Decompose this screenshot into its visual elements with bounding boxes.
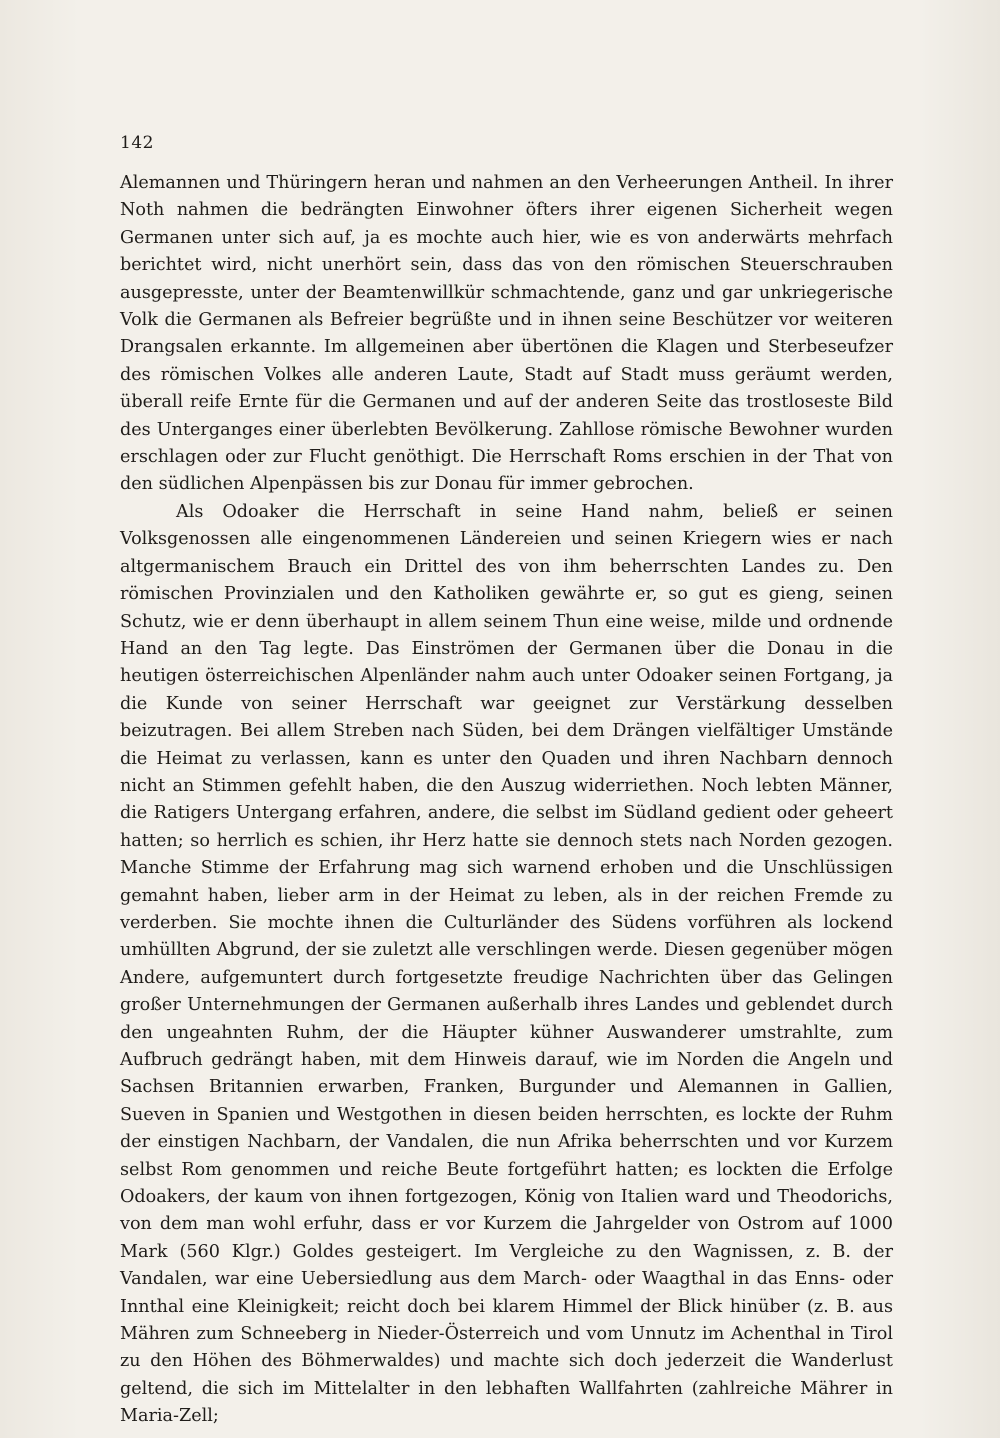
paragraph-2: Als Odoaker die Herrschaft in seine Hand nahm, beließ er seinen Volksgenossen alle eingenommenen Ländereien und seinen Kriegern wies er nach altgermanischem Brauch ein Drittel des von ihm beherrschten Landes zu. Den römischen Provinzialen und den Katholiken gewährte er, so gut es gieng, seinen Schutz, wie er denn überhaupt in allem seinem Thun eine weise, milde und ordnende Hand an den Tag legte. Das Einströmen der Germanen über die Donau in die heutigen österreichischen Alpenländer nahm auch unter Odoaker seinen Fortgang, ja die Kunde von seiner Herrschaft war geeignet zur Verstärkung desselben beizutragen. Bei allem Streben nach Süden, bei dem Drängen vielfältiger Umstände die Heimat zu verlassen, kann es unter den Quaden und ihren Nachbarn dennoch nicht an Stimmen gefehlt haben, die den Auszug widerriethen. Noch lebten Männer, die Ratigers Untergang erfahren, andere, die selbst im Südland gedient oder geheert hatten; so herrlich es schien, ihr Herz hatte sie dennoch stets nach Norden gezogen. Manche Stimme der Erfahrung mag sich warnend erhoben und die Unschlüssigen gemahnt haben, lieber arm in der Heimat zu leben, als in der reichen Fremde zu verderben. Sie mochte ihnen die Culturländer des Südens vorführen als lockend umhüllten Abgrund, der sie zuletzt alle verschlingen werde. Diesen gegenüber mögen Andere, aufgemuntert durch fortgesetzte freudige Nachrichten über das Gelingen großer Unternehmungen der Germanen außerhalb ihres Landes und geblendet durch den ungeahnten Ruhm, der die Häupter kühner Auswanderer umstrahlte, zum Aufbruch gedrängt haben, mit dem Hinweis darauf, wie im Norden die Angeln und Sachsen Britannien erwarben, Franken, Burgunder und Alemannen in Gallien, Sueven in Spanien und Westgothen in diesen beiden herrschten, es lockte der Ruhm der einstigen Nachbarn, der Vandalen, die nun Afrika beherrschten und vor Kurzem selbst Rom genommen und reiche Beute fortgeführt hatten; es lockten die Erfolge Odoakers, der kaum von ihnen fortgezogen, König von Italien ward und Theodorichs, von dem man wohl erfuhr, dass er vor Kurzem die Jahrgelder von Ostrom auf 1000 Mark (560 Klgr.) Goldes gesteigert. Im Vergleiche zu den Wagnissen, z. B. der Vandalen, war eine Uebersiedlung aus dem March- oder Waagthal in das Enns- oder Innthal eine Kleinigkeit; reicht doch bei klarem Himmel der Blick hinüber (z. B. aus Mähren zum Schneeberg in Nieder-Österreich und vom Unnutz im Achenthal in Tirol zu den Höhen des Böhmerwaldes) und machte sich doch jederzeit die Wanderlust geltend, die sich im Mittelalter in den lebhaften Wallfahrten (zahlreiche Mährer in Maria-Zell; — [120, 501, 893, 1427]
page-number: 142 — [120, 133, 154, 153]
paragraph-1: Alemannen und Thüringern heran und nahmen an den Verheerungen Antheil. In ihrer Noth nahmen die bedrängten Einwohner öfters ihrer eigenen Sicherheit wegen Germanen unter sich auf, ja es mochte auch hier, wie es von anderwärts mehrfach berichtet wird, nicht unerhört sein, dass das von den römischen Steuerschrauben ausgepresste, unter der Beamtenwillkür schmachtende, ganz und gar unkriegerische Volk die Germanen als Befreier begrüßte und in ihnen seine Beschützer vor weiteren Drangsalen erkannte. Im allgemeinen aber übertönen die Klagen und Sterbeseufzer des römischen Volkes alle anderen Laute, Stadt auf Stadt muss geräumt werden, überall reife Ernte für die Germanen und auf der anderen Seite das trostloseste Bild des Unterganges einer überlebten Bevölkerung. Zahllose römische Bewohner wurden erschlagen oder zur Flucht genöthigt. Die Herrschaft Roms erschien in der That von den südlichen Alpenpässen bis zur Donau für immer gebrochen. — [120, 173, 893, 495]
body-text — [120, 170, 893, 1431]
